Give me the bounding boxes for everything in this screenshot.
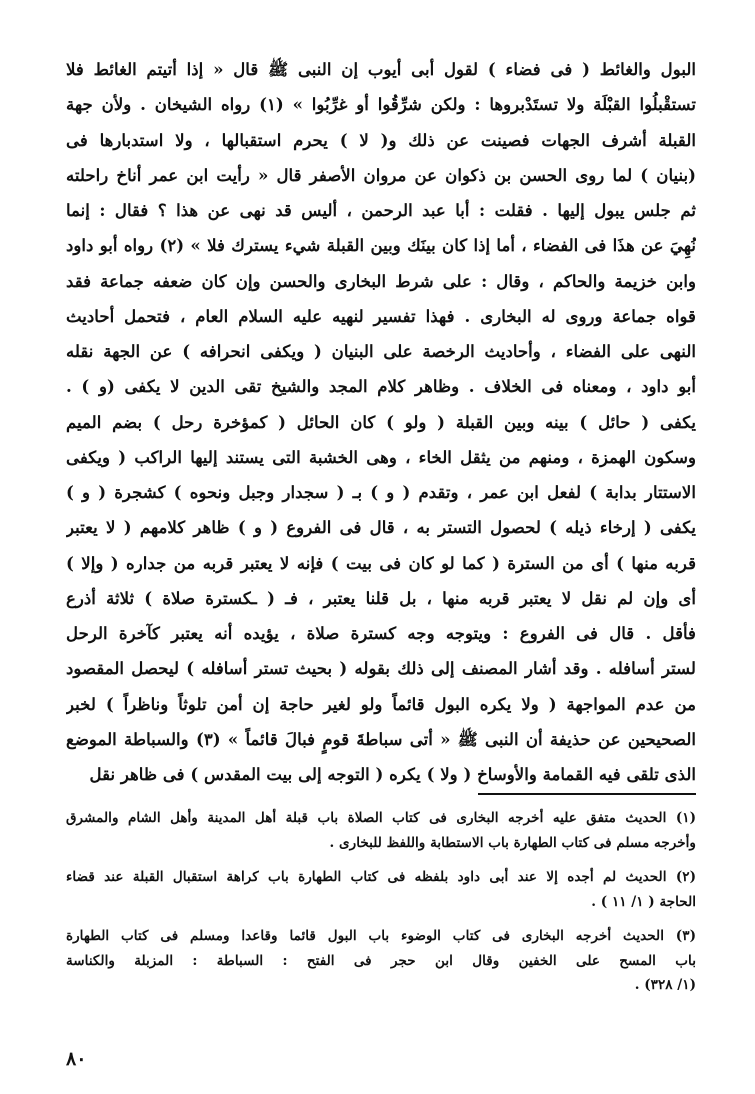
footnote-separator: [478, 793, 696, 795]
footnote-line: باب المسح على الخفين وقال ابن حجر فى الفتح : السباطة : المزبلة والكناسة: [66, 952, 696, 969]
text-line: وسكون الهمزة ، ومنهم من يثقل الخاء ، وهى الخشبة التى يستند إليها الراكب ( ويكفى: [66, 446, 696, 467]
text-line: يكفى ( إرخاء ذيله ) لحصول التستر به ، قال فى الفروع ( و ) ظاهر كلامهم ( لا يعتبر: [66, 517, 696, 538]
text-line: أى وإن لم نقل لا يعتبر قربه منها ، بل قلنا يعتبر ، فـ ( ـكسترة صلاة ) ثلاثة أذرع: [66, 587, 696, 608]
text-line: فأقل . قال فى الفروع : ويتوجه وجه كسترة صلاة ، يؤيده أنه يعتبر كآخرة الرحل: [66, 623, 696, 643]
footnote-line: (١) الحديث متفق عليه أخرجه البخارى فى كتاب الصلاة باب قبلة أهل المدينة وأهل الشام والمشرق: [66, 810, 696, 826]
footnote-line: (٣) الحديث أخرجه البخارى فى كتاب الوضوء باب البول قائما وقاعدا ومسلم فى كتاب الطهارة: [66, 928, 696, 944]
text-line: ثم جلس يبول إليها . فقلت : أبا عبد الرحمن ، أليس قد نهى عن هذا ؟ فقال : إنما: [66, 200, 696, 220]
text-line: من عدم المواجهة ( ولا يكره البول قائماً ولو لغير حاجة إن أمن تلوثاً وناظراً ) لخبر: [66, 693, 696, 714]
text-line: لستر أسافله . وقد أشار المصنف إلى ذلك بقوله ( بحيث تستر أسافله ) ليحصل المقصود: [66, 658, 696, 679]
text-line: (بنيان ) لما روى الحسن بن ذكوان عن مروان الأصفر قال « رأيت ابن عمر أناخ راحلته: [66, 164, 696, 185]
page-number: ٨٠: [66, 1048, 87, 1070]
text-line: وابن خزيمة والحاكم ، وقال : على شرط البخارى والحسن وإن كان ضعفه جماعة فقد: [66, 270, 696, 291]
text-line: يكفى ( حائل ) بينه وبين القبلة ( ولو ) كان الحائل ( كمؤخرة رحل ) بضم الميم: [66, 411, 696, 432]
text-line: أبو داود ، ومعناه فى الخلاف . وظاهر كلام المجد والشيخ تقى الدين لا يكفى (و ) .: [66, 376, 696, 397]
footnotes: [66, 806, 696, 998]
footnote-2: [66, 865, 696, 914]
footnote-line: وأخرجه مسلم فى كتاب الطهارة باب الاستطابة واللفظ للبخارى .: [329, 834, 696, 851]
text-line: النهى على الفضاء ، وأحاديث الرخصة على البنيان ( ويكفى انحرافه ) عن الجهة نقله: [66, 341, 696, 361]
footnote-line: (٢) الحديث لم أجده إلا عند أبى داود بلفظه فى كتاب الطهارة باب كراهة استقبال القبلة عند قضاء: [66, 869, 696, 885]
text-line: قواه جماعة وروى له البخارى . فهذا تفسير لنهيه عليه السلام العام ، فتحمل أحاديث: [66, 305, 696, 326]
text-line: الذى تلقى فيه القمامة والأوساخ ( ولا ) يكره ( التوجه إلى بيت المقدس ) فى ظاهر نقل: [89, 764, 696, 784]
footnote-1: [66, 806, 696, 855]
main-text: [66, 52, 696, 792]
footnote-line: الحاجة ( ١/ ١١ ) .: [591, 893, 696, 910]
footnote-3: [66, 924, 696, 998]
text-line: نُهِيَ عن هذَا فى الفضاء ، أما إذا كان بينَك وبين القبلة شيء يسترك فلا » (٢) رواه أبو داود: [66, 235, 696, 256]
footnote-line: (١/ ٣٢٨) .: [634, 977, 696, 993]
text-line: البول والغائط ( فى فضاء ) لقول أبى أيوب إن النبى ﷺ قال « إذا أتيتم الغائط فلا: [66, 59, 696, 79]
text-line: القبلة أشرف الجهات فصينت عن ذلك و( لا ) يحرم استقبالها ، ولا استدبارها فى: [66, 129, 696, 150]
text-line: قربه منها ) أى من السترة ( كما لو كان فى بيت ) فإنه لا يعتبر قربه من جداره ( وإلا ): [66, 552, 696, 573]
text-line: الصحيحين عن حذيفة أن النبى ﷺ « أتى سباطةَ قومٍ فبالَ قائماً » (٣) والسباطة الموضع: [66, 728, 696, 749]
text-line: تستقْبلُوا القبْلَة ولا تستَدْبروها : ولكن شرِّقُوا أو غرِّبُوا » (١) رواه الشيخان . ولأن جهة: [66, 94, 696, 115]
text-line: الاستتار بدابة ) لفعل ابن عمر ، وتقدم ( و ) بـ ( سجدار وجبل ونحوه ) كشجرة ( و ): [66, 482, 696, 502]
